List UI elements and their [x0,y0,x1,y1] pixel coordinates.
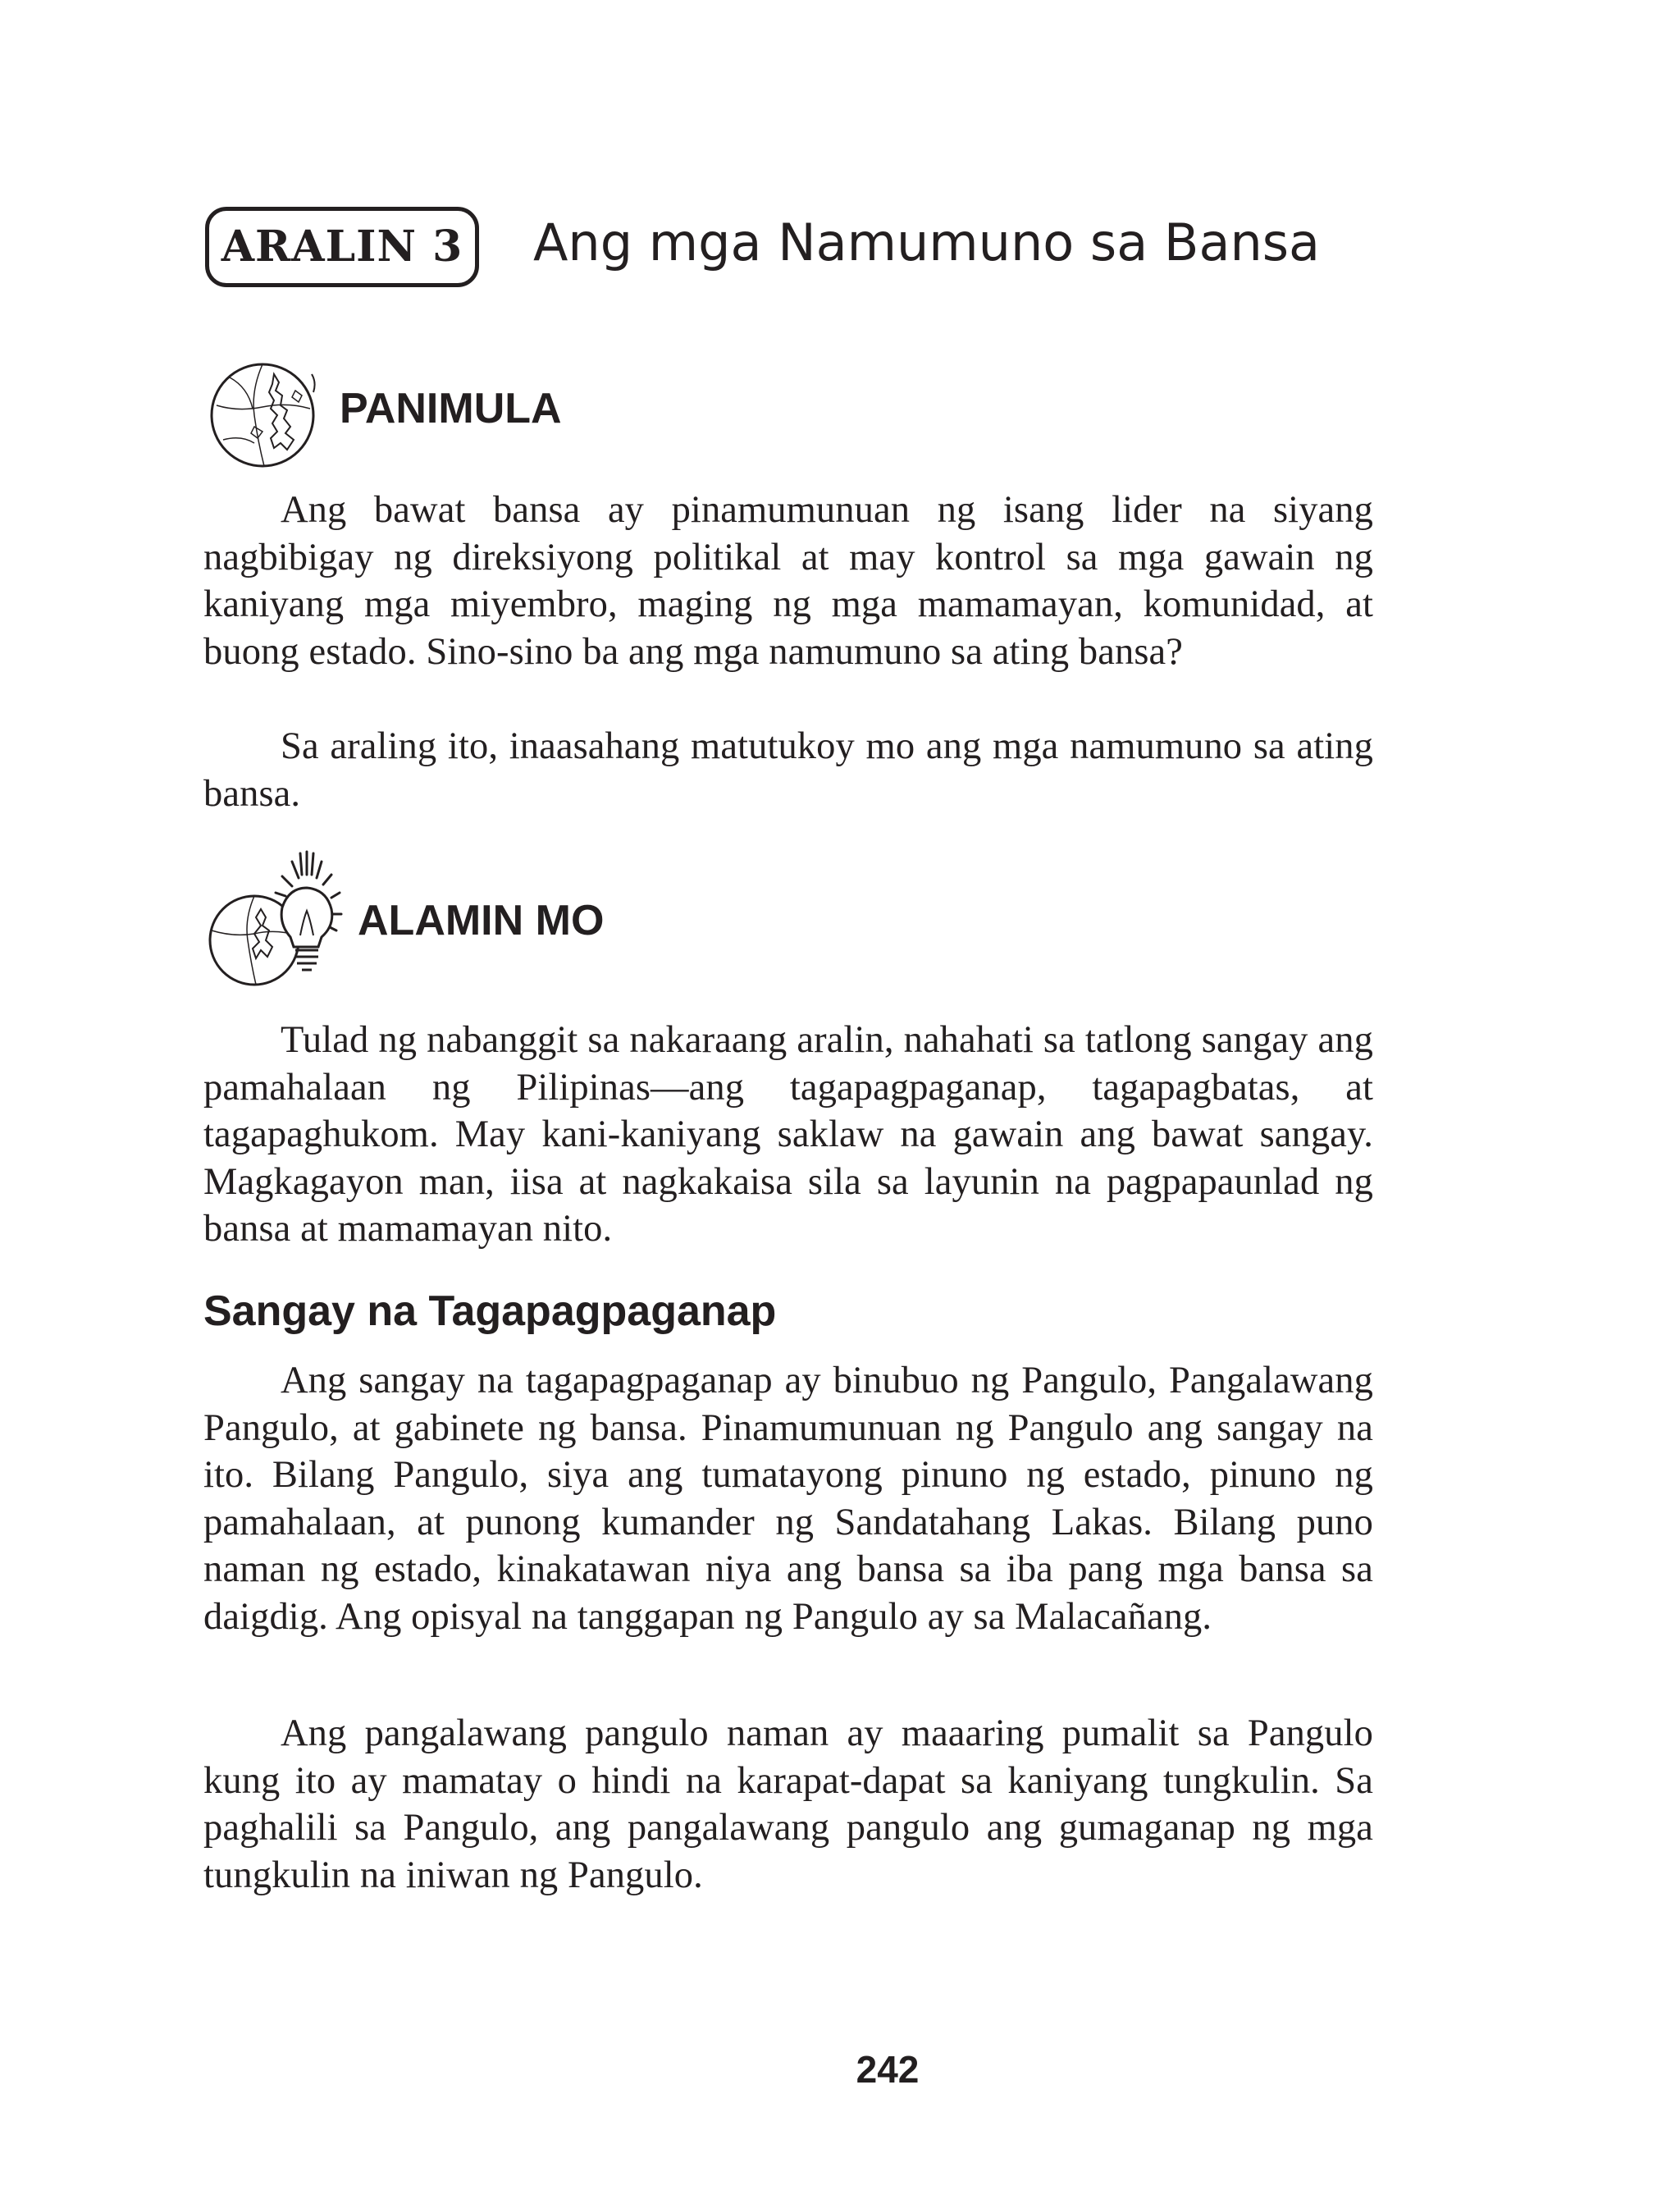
alamin-heading: ALAMIN MO [358,897,605,944]
page-number: 242 [856,2048,920,2091]
panimula-paragraph-1: Ang bawat bansa ay pinamumunuan ng isang lider na siyang nagbibigay ng direksiyong politikal at may kontrol sa mga gawain ng kaniyang mga miyembro, maging ng mga mamamayan, komunidad, at buong estado. Sino-sino ba ang mga namumuno sa ating bansa? [203,489,1373,673]
sangay-paragraph-1: Ang sangay na tagapagpaganap ay binubuo ng Pangulo, Pangalawang Pangulo, at gabinete ng bansa. Pinamumunuan ng Pangulo ang sangay na ito. Bilang Pangulo, siya ang tumatayong pinuno ng estado, pinuno ng pamahalaan, at punong kumander ng Sandatahang Lakas. Bilang puno naman ng estado, kinakatawan niya ang bansa sa iba pang mga bansa sa daigdig. Ang opisyal na tanggapan ng Pangulo ay sa Malacañang. [203,1360,1373,1638]
globe-lightbulb-icon [203,845,351,989]
sangay-paragraph-2: Ang pangalawang pangulo naman ay maaaring pumalit sa Pangulo kung ito ay mamatay o hindi na karapat-dapat sa kaniyang tungkulin. Sa paghalili sa Pangulo, ang pangalawang pangulo ang gumaganap ng mga tungkulin na iniwan ng Pangulo. [203,1712,1373,1896]
panimula-heading: PANIMULA [340,385,562,432]
lesson-header [205,207,1354,292]
globe-philippines-icon [205,358,328,469]
alamin-paragraph-1: Tulad ng nabanggit sa nakaraang aralin, nahahati sa tatlong sangay ang pamahalaan ng Pilipinas—ang tagapagpaganap, tagapagbatas, at tagapaghukom. May kani-kaniyang saklaw na gawain ang bawat sangay. Magkagayon man, iisa at nagkakaisa sila sa layunin na pagpapaunlad ng bansa at mamamayan nito. [203,1019,1373,1250]
sangay-heading: Sangay na Tagapagpaganap [203,1287,777,1335]
lesson-number-badge: ARALIN 3 [205,207,479,287]
panimula-paragraph-2: Sa araling ito, inaasahang matutukoy mo ang mga namumuno sa ating bansa. [203,725,1373,815]
lesson-title: Ang mga Namumuno sa Bansa [533,213,1321,272]
